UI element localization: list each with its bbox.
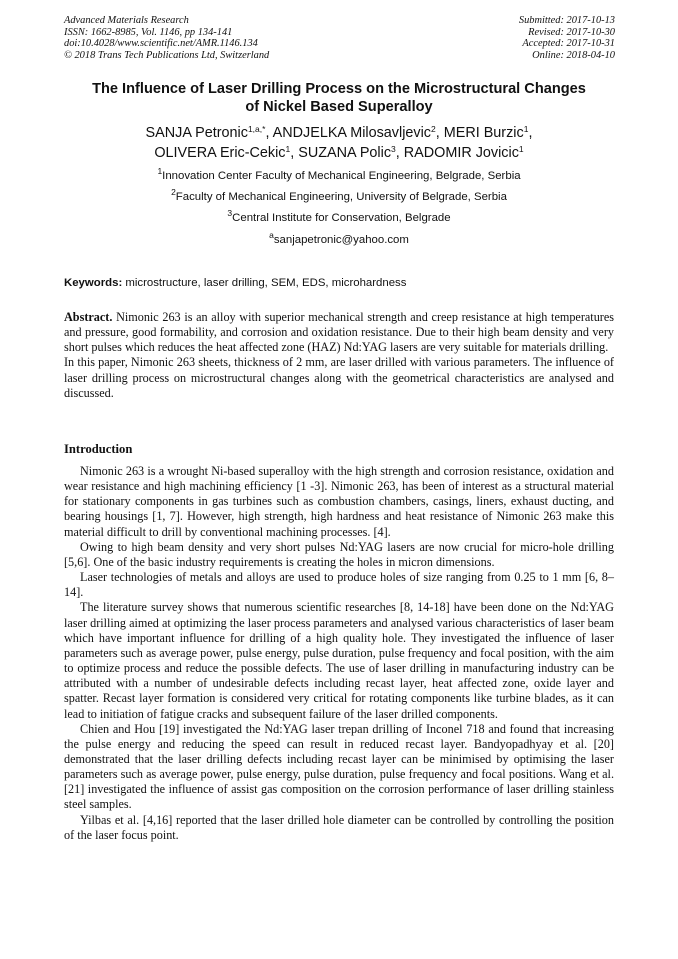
online-date: Online: 2018-04-10 <box>532 49 615 61</box>
author-line-2 <box>40 144 638 164</box>
keywords-label: Keywords: <box>64 277 123 289</box>
paper-title <box>40 80 638 116</box>
email <box>40 230 638 247</box>
paragraph: Nimonic 263 is a wrought Ni-based superalloy with the high strength and corrosion resistance, oxidation and wear resistance and high machining efficiency [1 -3]. Nimonic 263, has been of interest as a structural material for stationary components in gas turbines such as combustion chambers, casings, liners, exhaust ducting, and bearing housings [1, 7]. However, high strength, high hardness and heat resistance of Nimonic 263 make this material difficult to drill by conventional machining processes. [4]. <box>64 464 614 539</box>
submitted-date: Submitted: 2017-10-13 <box>518 15 615 26</box>
abstract-label: Abstract. <box>64 310 113 324</box>
affiliation <box>40 166 638 183</box>
author-sup: 1 <box>285 143 291 154</box>
author-sep: , <box>290 144 299 161</box>
affiliation-sup: 2 <box>171 187 176 197</box>
copyright: © 2018 Trans Tech Publications Ltd, Switzerland <box>64 49 270 61</box>
revised-date: Revised: 2017-10-30 <box>528 26 615 38</box>
author-sup: 1,a,* <box>247 124 266 134</box>
abstract-paragraph <box>64 310 614 355</box>
affiliation-text: Innovation Center Faculty of Mechanical Engineering, Belgrade, Serbia <box>162 170 521 182</box>
author-sep: , <box>528 125 533 141</box>
affiliation-sup: 3 <box>227 208 233 218</box>
affiliation-text: Faculty of Mechanical Engineering, University of Belgrade, Serbia <box>175 191 507 203</box>
accepted-date: Accepted: 2017-10-31 <box>522 38 615 50</box>
author-sep: , <box>435 125 444 141</box>
doi: doi:10.4028/www.scientific.net/AMR.1146.134 <box>64 38 258 50</box>
author-name: SANJA Petronic <box>145 125 248 141</box>
abstract-text: Nimonic 263 is an alloy with superior mechanical strength and creep resistance at high temperatures and pressure, good formability, and corrosion and oxidation resistance. Due to their high beam density and very short pulses which reduces the heat affected zone (HAZ) Nd:YAG lasers are very suitable for materials drilling. <box>64 310 614 355</box>
section-heading: Introduction <box>64 442 133 456</box>
journal-info <box>64 15 269 61</box>
abstract-paragraph: In this paper, Nimonic 263 sheets, thickness of 2 mm, are laser drilled with various parameters. The influence of laser drilling process on microstructural changes along with the geometrical characteristics are analysed and discussed. <box>64 355 614 400</box>
title-line-2: of Nickel Based Superalloy <box>245 99 433 115</box>
author-sup: 2 <box>431 124 436 134</box>
abstract <box>64 310 614 401</box>
issn: ISSN: 1662-8985, Vol. 1146, pp 134-141 <box>64 26 233 38</box>
affiliation-sup: 1 <box>157 166 163 176</box>
author-list <box>40 124 638 163</box>
author-sup: 1 <box>523 124 529 134</box>
email-sup: a <box>269 230 274 240</box>
keywords <box>64 276 614 290</box>
keywords-text: microstructure, laser drilling, SEM, EDS, microhardness <box>122 277 407 289</box>
journal-name: Advanced Materials Research <box>64 15 189 26</box>
paragraph: Yilbas et al. [4,16] reported that the laser drilled hole diameter can be controlled by controlling the position of the laser focus point. <box>64 812 614 842</box>
publication-dates <box>519 15 615 61</box>
introduction-body <box>64 464 614 843</box>
author-name: SUZANA Polic <box>298 144 392 161</box>
author-sup: 1 <box>518 143 524 154</box>
email-text: sanjapetronic@yahoo.com <box>273 234 409 246</box>
author-sep: , <box>265 125 273 141</box>
author-name: RADOMIR Jovicic <box>403 144 519 161</box>
author-sup: 3 <box>391 143 396 154</box>
author-sep: , <box>395 144 404 161</box>
affiliation-text: Central Institute for Conservation, Belgrade <box>232 212 451 224</box>
author-name: ANDJELKA Milosavljevic <box>272 125 431 141</box>
author-name: OLIVERA Eric-Cekic <box>154 144 286 161</box>
author-name: MERI Burzic <box>443 125 524 141</box>
title-line-1: The Influence of Laser Drilling Process on the Microstructural Changes <box>92 81 586 97</box>
paragraph: The literature survey shows that numerous scientific researches [8, 14-18] have been done on the Nd:YAG laser drilling aimed at optimizing the laser process parameters and analysed various characteristics of laser beam which have important influence for drilling of a high quality hole. They investigated the influence of laser parameters such as average power, pulse energy, pulse duration, pulse frequency and focal position, with the aim to optimize process and reduce the possible defects. The use of laser drilling in manufacturing industry can be attributed with a number of undesirable defects including recast layer, heat affected zone, oxide layer and spatter. Recast layer formation is considered very critical for rotating components like turbine blades, as it can lead to initiation of fatigue cracks and subsequent failure of the laser drilled components. <box>64 600 614 721</box>
affiliation <box>40 187 638 204</box>
paragraph: Owing to high beam density and very short pulses Nd:YAG lasers are now crucial for micro-hole drilling [5,6]. One of the basic industry requirements is creating the holes in micron dimensions. <box>64 539 614 569</box>
affiliation <box>40 208 638 225</box>
paragraph: Chien and Hou [19] investigated the Nd:YAG laser trepan drilling of Inconel 718 and found that increasing the pulse energy and reducing the speed can result in reduced recast layer. Bandyopadhyay et al. [20] demonstrated that the laser drilling defects including recast layer can be minimised by optimising the laser parameters such as average power, pulse energy, pulse duration, pulse frequency and focal positions. Wang et al. [21] investigated the influence of assist gas composition on the corrosion performance of laser drilling stainless steel samples. <box>64 721 614 812</box>
author-line-1 <box>40 124 638 144</box>
paragraph: Laser technologies of metals and alloys are used to produce holes of size ranging from 0.25 to 1 mm [6, 8–14]. <box>64 570 614 600</box>
